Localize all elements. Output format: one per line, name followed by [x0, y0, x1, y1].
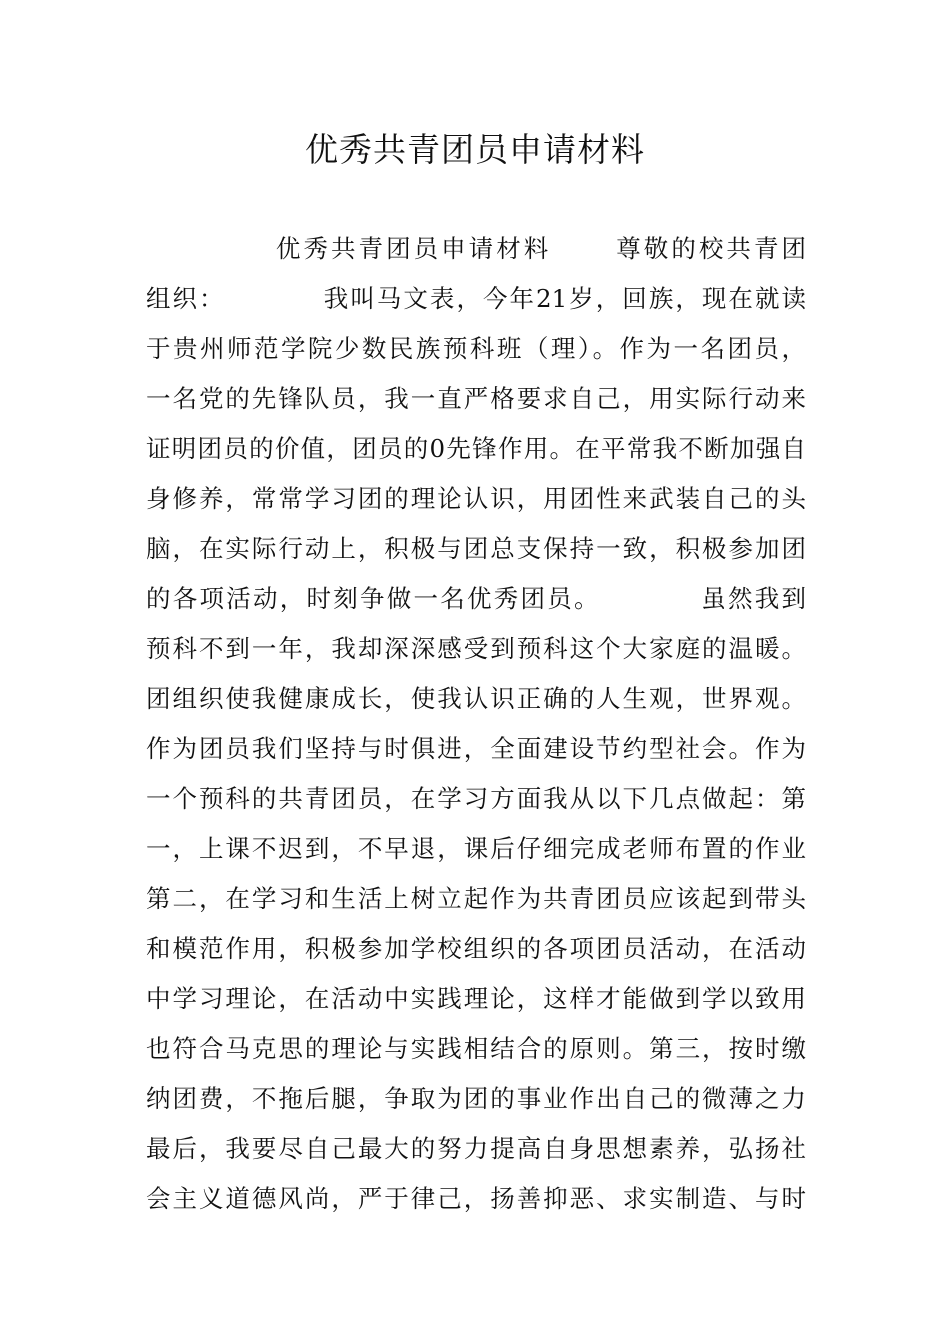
- body-line: 和模范作用，积极参加学校组织的各项团员活动，在活动: [146, 934, 806, 963]
- body-line: 纳团费，不拖后腿，争取为团的事业作出自己的微薄之力: [146, 1084, 806, 1113]
- body-line: 第二，在学习和生活上树立起作为共青团员应该起到带头: [146, 884, 806, 913]
- body-line: 组织： 我叫马文表，今年21岁，回族，现在就读: [146, 284, 806, 313]
- body-line: 会主义道德风尚，严于律己，扬善抑恶、求实制造、与时: [146, 1184, 806, 1213]
- body-line: 身修养，常常学习团的理论认识，用团性来武装自己的头: [146, 484, 806, 513]
- body-line: 证明团员的价值，团员的0先锋作用。在平常我不断加强自: [146, 434, 806, 463]
- body-line: 中学习理论，在活动中实践理论，这样才能做到学以致用: [146, 984, 806, 1013]
- body-line: 预科不到一年，我却深深感受到预科这个大家庭的温暖。: [146, 634, 806, 663]
- body-line: 一，上课不迟到，不早退，课后仔细完成老师布置的作业: [146, 834, 806, 863]
- body-line: 作为团员我们坚持与时俱进，全面建设节约型社会。作为: [146, 734, 806, 763]
- body-line: 脑，在实际行动上，积极与团总支保持一致，积极参加团: [146, 534, 806, 563]
- body-line: 的各项活动，时刻争做一名优秀团员。 虽然我到: [146, 584, 806, 613]
- page-title: 优秀共青团员申请材料: [305, 130, 645, 169]
- body-line: 也符合马克思的理论与实践相结合的原则。第三，按时缴: [146, 1034, 806, 1063]
- body-line: 优秀共青团员申请材料 尊敬的校共青团: [146, 234, 806, 263]
- body-line: 于贵州师范学院少数民族预科班（理）。作为一名团员，: [146, 334, 806, 363]
- document-body: [146, 224, 806, 1224]
- body-line: 团组织使我健康成长，使我认识正确的人生观，世界观。: [146, 684, 806, 713]
- body-line: 一个预科的共青团员，在学习方面我从以下几点做起：第: [146, 784, 806, 813]
- body-line: 一名党的先锋队员，我一直严格要求自己，用实际行动来: [146, 384, 806, 413]
- body-line: 最后，我要尽自己最大的努力提高自身思想素养，弘扬社: [146, 1134, 806, 1163]
